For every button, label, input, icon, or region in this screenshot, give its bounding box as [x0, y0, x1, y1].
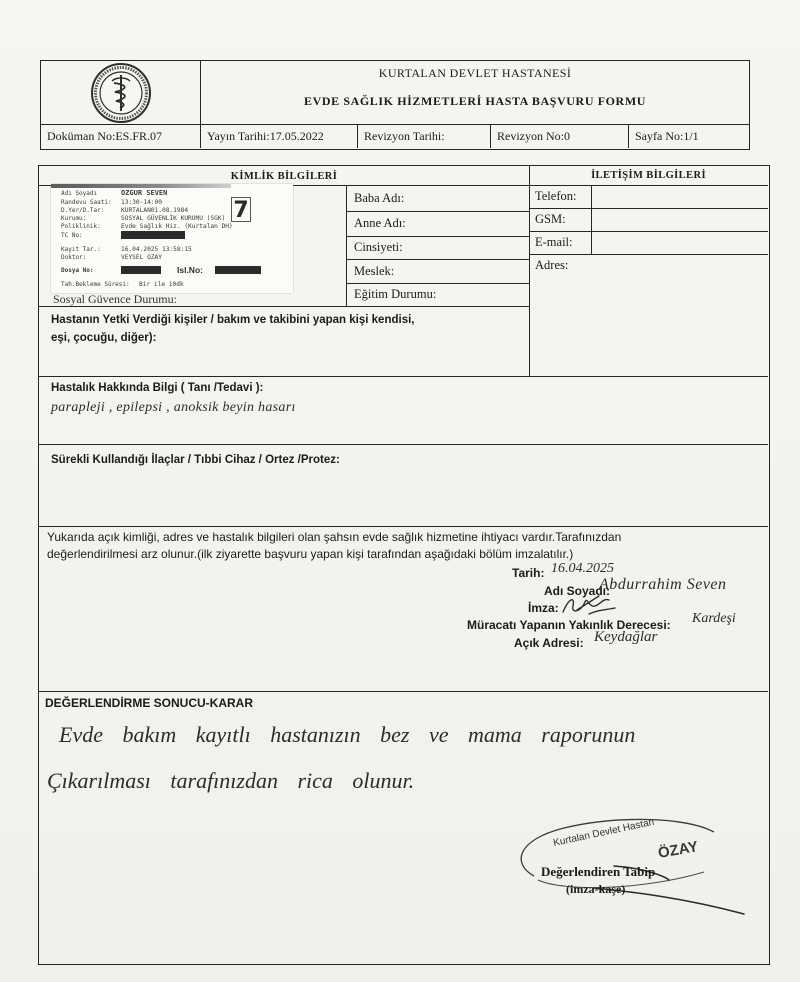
- table-rule: [591, 185, 592, 254]
- sticker-value: VEYSEL OZAY: [121, 254, 162, 261]
- father-name-label: Baba Adı:: [354, 191, 405, 205]
- gender-label: Cinsiyeti:: [354, 240, 403, 254]
- sticker-label: Kurumu:: [61, 215, 87, 222]
- sticker-label: Doktor:: [61, 254, 87, 261]
- education-label: Eğitim Durumu:: [354, 287, 437, 301]
- diagnosis-handwritten: parapleji , epilepsi , anoksik beyin hasarı: [51, 400, 296, 415]
- sticker-label: Dosya No:: [61, 267, 94, 274]
- signature-stamp-note: (imza-kaşe): [566, 882, 626, 896]
- email-label: E-mail:: [535, 235, 573, 249]
- mother-name-label: Anne Adı:: [354, 216, 406, 230]
- contact-heading: İLETİŞİM BİLGİLERİ: [591, 170, 706, 181]
- publish-date: Yayın Tarihi:17.05.2022: [201, 125, 358, 148]
- sticker-value: 13:30-14:00: [121, 199, 162, 206]
- sticker-label: TC No:: [61, 232, 83, 239]
- sticker-row-doctor: [51, 253, 293, 262]
- identity-heading: KİMLİK BİLGİLERİ: [230, 171, 338, 182]
- sticker-value: Bir ile 10dk: [139, 281, 184, 288]
- occupation-label: Meslek:: [354, 264, 395, 278]
- relation-label: Müracatı Yapanın Yakınlık Derecesi:: [467, 618, 671, 632]
- open-address-label: Açık Adresi:: [514, 636, 584, 650]
- phone-label: Telefon:: [535, 189, 577, 203]
- sticker-label: Poliklinik:: [61, 223, 101, 230]
- sticker-value: 16.04.2025 13:58:15: [121, 246, 192, 253]
- decision-heading: DEĞERLENDİRME SONUCU-KARAR: [45, 696, 254, 710]
- sticker-value: KURTALAN01.08.1984: [121, 207, 189, 214]
- form-title: EVDE SAĞLIK HİZMETLERİ HASTA BAŞVURU FORMU: [303, 94, 647, 108]
- isl-no-label: Isl.No:: [177, 265, 203, 275]
- document-number: Doküman No:ES.FR.07: [41, 125, 201, 148]
- doctor-stamp: [494, 806, 754, 918]
- sticker-label: Randevu Saati:: [61, 199, 112, 206]
- table-rule: [39, 444, 768, 445]
- evaluator-label: Değerlendiren Tabip: [541, 864, 656, 879]
- decision-handwritten: Evde bakım kayıtlı hastanızın bez ve mama raporunun: [59, 722, 636, 747]
- declaration-text: Yukarıda açık kimliği, adres ve hastalık bilgileri olan şahsın evde sağlık hizmetine ihtiyacı vardır.Tarafınızdan: [47, 530, 622, 544]
- hospital-name: KURTALAN DEVLET HASTANESİ: [378, 66, 572, 80]
- table-rule: [39, 691, 768, 692]
- date-handwritten: 16.04.2025: [551, 561, 614, 576]
- table-rule: [39, 526, 768, 527]
- redacted-block: [121, 266, 161, 274]
- table-rule: [39, 306, 529, 307]
- table-rule: [346, 185, 347, 306]
- caregiver-label: Hastanın Yetki Verdiği kişiler / bakım ve takibini yapan kişi kendisi,: [51, 314, 415, 326]
- diagnosis-label: Hastalık Hakkında Bilgi ( Tanı /Tedavi ):: [51, 382, 264, 394]
- patient-label-sticker: [51, 184, 293, 293]
- social-security-label: Sosyal Güvence Durumu:: [53, 292, 177, 306]
- table-rule: [529, 166, 530, 376]
- sticker-row-id-number: [51, 231, 293, 240]
- table-rule: [529, 254, 768, 255]
- queue-number: 7: [231, 197, 251, 222]
- medications-label: Sürekli Kullandığı İlaçlar / Tıbbi Cihaz / Ortez /Protez:: [51, 454, 340, 466]
- ministry-logo-icon: [90, 62, 152, 124]
- form-header: [40, 60, 750, 150]
- decision-handwritten-continued: Çıkarılması tarafınızdan rica olunur.: [47, 768, 415, 793]
- date-label: Tarih:: [512, 566, 545, 580]
- sticker-label: D.Yer/D.Tar:: [61, 207, 105, 214]
- signature-label: İmza:: [528, 601, 559, 615]
- sticker-row-name: [51, 189, 293, 198]
- applicant-name-label: Adı Soyadı:: [544, 584, 611, 598]
- title-cell: [201, 61, 749, 125]
- revision-date: Revizyon Tarihi:: [358, 125, 491, 148]
- redacted-block: [121, 231, 185, 239]
- sticker-value: SOSYAL GÜVENLİK KURUMU (SGK): [121, 215, 226, 222]
- sticker-label: Kayıt Tar.:: [61, 246, 101, 253]
- patient-name: OZGUR SEVEN: [121, 189, 168, 197]
- sticker-row-waiting: [51, 280, 293, 289]
- applicant-signature: [559, 592, 619, 618]
- relation-handwritten: Kardeşi: [692, 611, 736, 626]
- sticker-label: Tah.Bekleme Süresi:: [61, 281, 130, 288]
- sticker-row-file-number: [51, 266, 293, 275]
- gsm-label: GSM:: [535, 212, 566, 226]
- application-form: [38, 165, 770, 965]
- document-meta-row: [41, 125, 749, 148]
- page-number: Sayfa No:1/1: [635, 129, 699, 143]
- sticker-value: Evde Sağlık Hiz. (Kurtalan DH): [121, 223, 233, 230]
- stamp-doctor-name: ÖZAY: [656, 838, 700, 862]
- logo-cell: [41, 61, 201, 125]
- stamp-text: Kurtalan Devlet Hastan: [552, 816, 656, 849]
- sticker-label: Adı Soyadı: [61, 190, 98, 197]
- revision-number: Revizyon No:0: [491, 125, 629, 148]
- sticker-torn-edge: [51, 184, 231, 188]
- sticker-row-clinic: [51, 222, 293, 231]
- caregiver-label-continued: eşi, çocuğu, diğer):: [51, 332, 157, 344]
- declaration-text-continued: değerlendirilmesi arz olunur.(ilk ziyarette başvuru yapan kişi tarafından aşağıdaki bölüm imzalatılır.): [47, 547, 574, 561]
- open-address-handwritten: Keydağlar: [594, 629, 658, 645]
- applicant-name-handwritten: Abdurrahim Seven: [599, 576, 727, 593]
- address-label: Adres:: [535, 258, 569, 272]
- table-rule: [39, 376, 768, 377]
- redacted-block: [215, 266, 261, 274]
